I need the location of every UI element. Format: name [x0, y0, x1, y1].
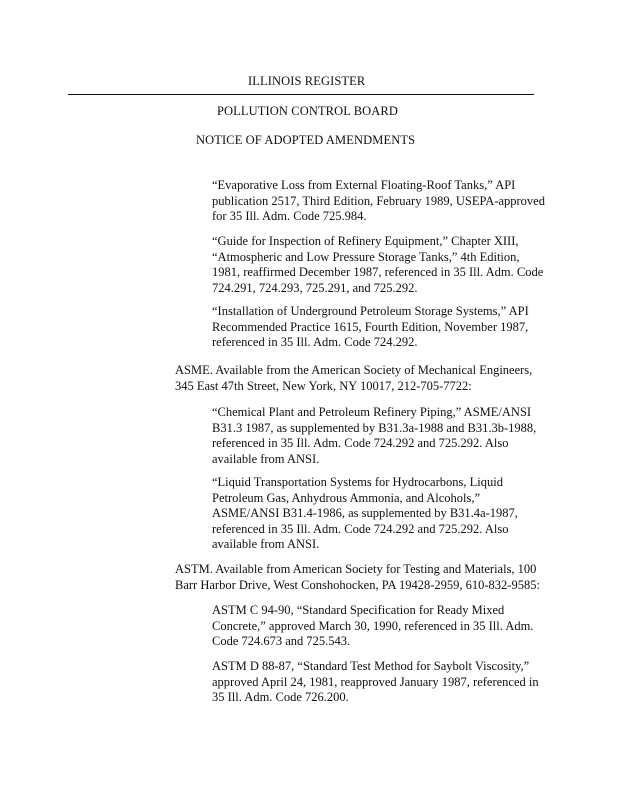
reference-asme-b31-3 — [212, 405, 542, 467]
text-line: 724.291, 724.293, 725.291, and 725.292. — [212, 280, 418, 295]
text-line: Barr Harbor Drive, West Conshohocken, PA 19428-2959, 610-832-9585: — [175, 577, 540, 592]
text-line: Petroleum Gas, Anhydrous Ammonia, and Alcohols,” — [212, 490, 481, 505]
text-line: ASME/ANSI B31.4-1986, as supplemented by B31.4a-1987, — [212, 506, 518, 521]
text-line: “Chemical Plant and Petroleum Refinery Piping,” ASME/ANSI — [212, 405, 532, 419]
text-line: publication 2517, Third Edition, February 1989, USEPA-approved — [212, 193, 545, 208]
text-line: Code 724.673 and 725.543. — [212, 634, 351, 649]
text-line: approved April 24, 1981, reapproved January 1987, referenced in — [212, 674, 539, 689]
text-line: 1981, reaffirmed December 1987, referenced in 35 Ill. Adm. Code — [212, 265, 544, 280]
register-title: ILLINOIS REGISTER — [248, 74, 366, 88]
text-line: ASTM. Available from American Society for Testing and Materials, 100 — [175, 562, 537, 576]
text-line: ASME. Available from the American Society of Mechanical Engineers, — [175, 363, 533, 377]
reference-api-1615 — [212, 304, 542, 351]
board-title: POLLUTION CONTROL BOARD — [217, 104, 398, 118]
text-line: ASTM C 94-90, “Standard Specification for Ready Mixed — [212, 603, 505, 617]
reference-astm-d88 — [212, 659, 542, 706]
reference-asme-b31-4 — [212, 475, 542, 553]
text-line: 345 East 47th Street, New York, NY 10017, 212-705-7722: — [175, 378, 472, 393]
text-line: “Liquid Transportation Systems for Hydrocarbons, Liquid — [212, 475, 503, 489]
asme-source — [175, 363, 545, 394]
text-line: Recommended Practice 1615, Fourth Edition, November 1987, — [212, 319, 529, 334]
text-line: referenced in 35 Ill. Adm. Code 724.292 and 725.292. Also — [212, 521, 509, 536]
astm-source — [175, 562, 545, 593]
text-line: available from ANSI. — [212, 451, 320, 466]
text-line: “Atmospheric and Low Pressure Storage Tanks,” 4th Edition, — [212, 249, 520, 264]
text-line: ASTM D 88-87, “Standard Test Method for Saybolt Viscosity,” — [212, 659, 530, 673]
text-line: referenced in 35 Ill. Adm. Code 724.292 and 725.292. Also — [212, 436, 509, 451]
notice-title: NOTICE OF ADOPTED AMENDMENTS — [196, 133, 416, 147]
text-line: B31.3 1987, as supplemented by B31.3a-1988 and B31.3b-1988, — [212, 420, 537, 435]
text-line: “Guide for Inspection of Refinery Equipment,” Chapter XIII, — [212, 234, 519, 248]
text-line: for 35 Ill. Adm. Code 725.984. — [212, 209, 367, 224]
text-line: “Installation of Underground Petroleum Storage Systems,” API — [212, 304, 529, 318]
text-line: 35 Ill. Adm. Code 726.200. — [212, 690, 349, 705]
header-rule — [68, 94, 534, 95]
text-line: Concrete,” approved March 30, 1990, referenced in 35 Ill. Adm. — [212, 618, 534, 633]
reference-refinery-guide — [212, 234, 542, 296]
text-line: referenced in 35 Ill. Adm. Code 724.292. — [212, 335, 418, 350]
reference-astm-c94 — [212, 603, 542, 650]
text-line: “Evaporative Loss from External Floating-Roof Tanks,” API — [212, 178, 516, 192]
text-line: available from ANSI. — [212, 537, 320, 552]
reference-api-2517 — [212, 178, 545, 225]
